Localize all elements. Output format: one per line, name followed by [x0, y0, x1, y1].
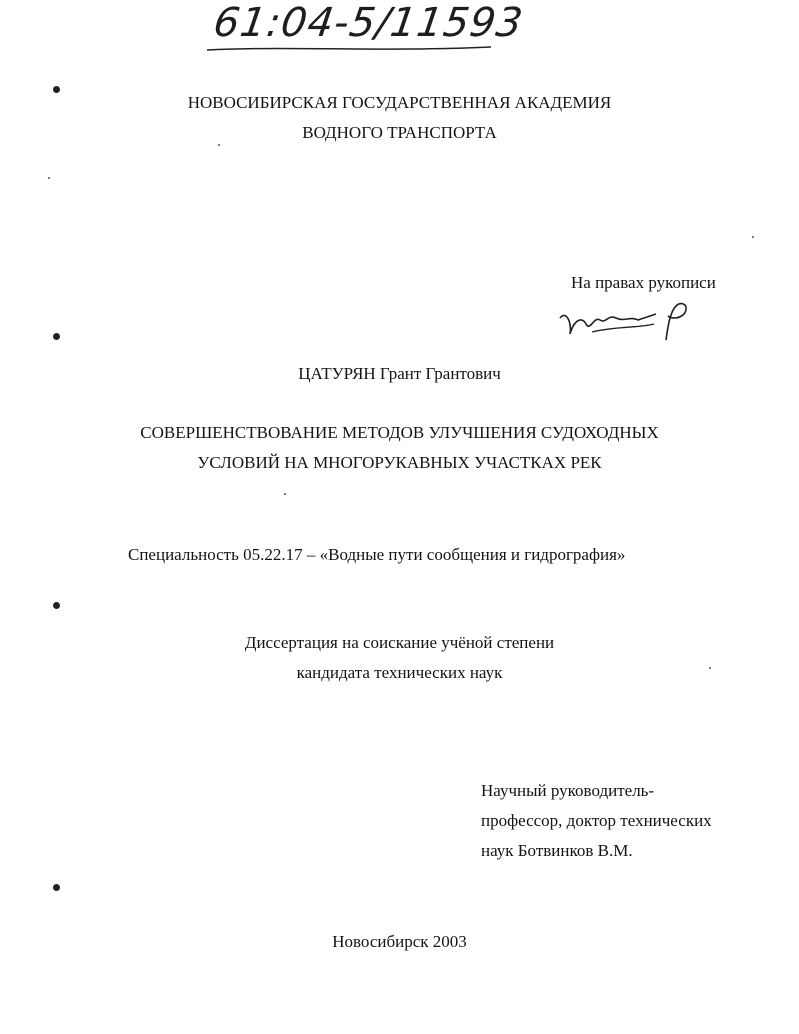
title-line-2: УСЛОВИЙ НА МНОГОРУКАВНЫХ УЧАСТКАХ РЕК [197, 453, 602, 472]
scan-speck [48, 177, 50, 179]
place-year: Новосибирск 2003 [332, 932, 467, 951]
institution-line-1: НОВОСИБИРСКАЯ ГОСУДАРСТВЕННАЯ АКАДЕМИЯ [187, 93, 612, 112]
supervisor-line-2: профессор, доктор технических [481, 811, 712, 830]
supervisor-line-1: Научный руководитель- [481, 781, 655, 800]
dissertation-line-1: Диссертация на соискание учёной степени [244, 633, 555, 652]
dissertation-line-2: кандидата технических наук [296, 663, 503, 682]
signature-graphic [556, 296, 696, 346]
handwritten-underline [205, 44, 495, 54]
handwritten-code: 61:04-5/11593 [210, 0, 527, 46]
binder-hole-2 [53, 333, 60, 340]
supervisor-line-3: наук Ботвинков В.М. [481, 841, 633, 860]
binder-hole-4 [53, 884, 60, 891]
institution-line-2: ВОДНОГО ТРАНСПОРТА [302, 123, 497, 142]
title-line-1: СОВЕРШЕНСТВОВАНИЕ МЕТОДОВ УЛУЧШЕНИЯ СУДОХОДНЫХ [140, 423, 659, 442]
rights-note: На правах рукописи [571, 273, 716, 292]
scan-speck [284, 493, 286, 495]
binder-hole-3 [53, 602, 60, 609]
author-name: ЦАТУРЯН Грант Грантович [298, 364, 501, 383]
scan-speck [752, 236, 754, 238]
specialty: Специальность 05.22.17 – «Водные пути сообщения и гидрография» [128, 545, 626, 564]
